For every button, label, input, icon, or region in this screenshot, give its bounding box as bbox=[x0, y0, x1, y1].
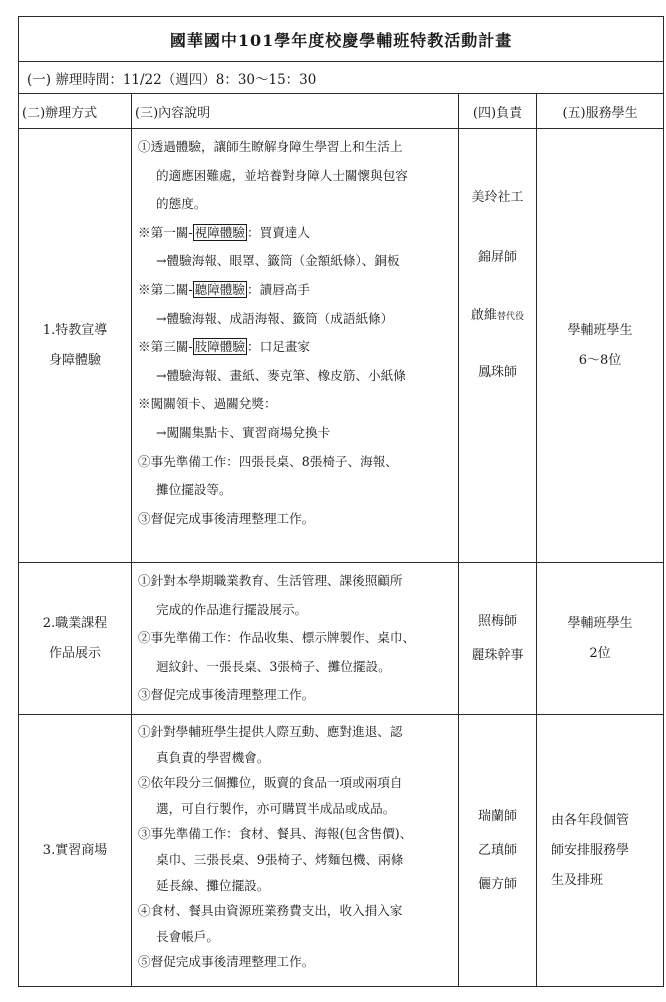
page-title: 國華國中101學年度校慶學輔班特教活動計畫 bbox=[19, 17, 664, 62]
content-line: ③督促完成事後清理整理工作。 bbox=[138, 687, 315, 703]
content-line: 延長線、攤位擺設。 bbox=[156, 877, 270, 893]
content-line: 選，可自行製作，亦可購買半成品或成品。 bbox=[156, 800, 396, 816]
responsible-name: 照梅師 bbox=[477, 613, 517, 629]
serve-cell bbox=[537, 129, 664, 563]
serve-cell bbox=[537, 563, 664, 715]
content-line: →體驗海報、眼罩、籤筒（金額紙條）、銅板 bbox=[156, 253, 400, 269]
responsible-name: 麗珠幹事 bbox=[471, 647, 524, 663]
content-line: →闖關集點卡、實習商場兌換卡 bbox=[156, 424, 331, 440]
category-label: 2.職業課程 bbox=[42, 615, 108, 631]
content-line: ③督促完成事後清理整理工作。 bbox=[138, 510, 315, 526]
responsible-cell bbox=[459, 715, 537, 987]
stage-suffix: ：讀唇高手 bbox=[247, 281, 310, 297]
header-serve: (五)服務學生 bbox=[537, 94, 664, 129]
content-line: ②事先準備工作：作品收集、標示牌製作、桌巾、 bbox=[138, 630, 416, 646]
category-cell bbox=[19, 715, 132, 987]
responsible-cell bbox=[459, 563, 537, 715]
serve-text: 學輔班學生 bbox=[567, 615, 633, 631]
category-cell bbox=[19, 129, 132, 563]
content-line: ②依年段分三個攤位，販賣的食品一項或兩項自 bbox=[138, 775, 403, 791]
serve-text: 生及排班 bbox=[551, 872, 604, 888]
stage-box-label: 視障體驗 bbox=[194, 224, 246, 240]
responsible-name: 瑞蘭師 bbox=[477, 808, 517, 824]
content-line: ②事先準備工作：四張長桌、8張椅子、海報、 bbox=[138, 453, 398, 469]
responsible-name: 錦屏師 bbox=[477, 250, 517, 265]
responsible-note: 替代役 bbox=[497, 312, 525, 322]
stage-line bbox=[138, 219, 454, 248]
serve-text: 學輔班學生 bbox=[567, 322, 633, 338]
content-line: 桌巾、三張長桌、9張椅子、烤麵包機、兩條 bbox=[156, 851, 404, 867]
content-line: ①針對本學期職業教育、生活管理、課後照顧所 bbox=[138, 573, 403, 588]
category-cell bbox=[19, 563, 132, 715]
responsible-name bbox=[459, 299, 536, 334]
schedule-time: (一) 辦理時間：11/22（週四）8：30～15：30 bbox=[19, 62, 664, 94]
stage-prefix: ※第二關- bbox=[138, 281, 193, 297]
content-line: 真負責的學習機會。 bbox=[156, 749, 270, 765]
content-line: 長會帳戶。 bbox=[156, 928, 219, 944]
content-cell bbox=[132, 563, 459, 715]
category-label: 3.實習商場 bbox=[42, 842, 108, 858]
responsible-name: 儷方師 bbox=[477, 876, 517, 892]
stage-box-label: 聽障體驗 bbox=[194, 281, 246, 297]
category-label: 作品展示 bbox=[48, 645, 101, 661]
category-label: 身障體驗 bbox=[48, 352, 101, 368]
content-line: 攤位擺設等。 bbox=[156, 482, 232, 498]
stage-box-label: 肢障體驗 bbox=[194, 339, 246, 355]
content-line: ①透過體驗，讓師生瞭解身障生學習上和生活上 bbox=[138, 139, 403, 154]
serve-text: 2位 bbox=[589, 645, 611, 661]
stage-suffix: ：口足畫家 bbox=[247, 339, 310, 355]
content-line: ※闖關領卡、過關兌獎： bbox=[138, 396, 277, 412]
stage-line bbox=[138, 333, 454, 362]
content-line: ⑤督促完成事後清理整理工作。 bbox=[138, 954, 315, 970]
category-label: 1.特教宣導 bbox=[42, 322, 108, 338]
responsible-cell bbox=[459, 129, 537, 563]
table-row bbox=[19, 715, 664, 987]
plan-table bbox=[18, 16, 664, 987]
content-cell bbox=[132, 715, 459, 987]
responsible-name: 美玲社工 bbox=[471, 190, 524, 205]
serve-text: 由各年段個管 bbox=[551, 812, 630, 828]
content-line: →體驗海報、畫紙、麥克筆、橡皮筋、小紙條 bbox=[156, 367, 406, 383]
stage-line bbox=[138, 276, 454, 305]
content-line: 完成的作品進行擺設展示。 bbox=[156, 601, 308, 617]
content-line: 的適應困難處，並培養對身障人士關懷與包容 bbox=[156, 167, 408, 183]
content-line: →體驗海報、成語海報、籤筒（成語紙條） bbox=[156, 310, 394, 326]
serve-text: 6～8位 bbox=[578, 352, 622, 368]
serve-cell bbox=[537, 715, 664, 987]
table-row bbox=[19, 129, 664, 563]
content-line: ①針對學輔班學生提供人際互動、應對進退、認 bbox=[138, 724, 403, 739]
responsible-name: 鳳珠師 bbox=[477, 365, 517, 380]
header-method: (二)辦理方式 bbox=[19, 94, 132, 129]
table-row bbox=[19, 563, 664, 715]
activity-plan-sheet bbox=[18, 16, 663, 987]
header-responsible: (四)負責 bbox=[459, 94, 537, 129]
content-line: ④食材、餐具由資源班業務費支出，收入捐入家 bbox=[138, 903, 403, 919]
content-line: ③事先準備工作：食材、餐具、海報(包含售價)、 bbox=[138, 826, 413, 842]
responsible-main: 啟維 bbox=[470, 308, 497, 323]
stage-prefix: ※第三關- bbox=[138, 339, 193, 355]
content-cell bbox=[132, 129, 459, 563]
responsible-name: 乙瑱師 bbox=[477, 842, 517, 858]
stage-prefix: ※第一關- bbox=[138, 224, 193, 240]
content-line: 迴紋針、一張長桌、3張椅子、攤位擺設。 bbox=[156, 658, 391, 674]
header-content: (三)內容說明 bbox=[132, 94, 459, 129]
serve-text: 師安排服務學 bbox=[551, 842, 630, 858]
stage-suffix: ：買賣達人 bbox=[247, 224, 310, 240]
content-line: 的態度。 bbox=[156, 196, 207, 212]
